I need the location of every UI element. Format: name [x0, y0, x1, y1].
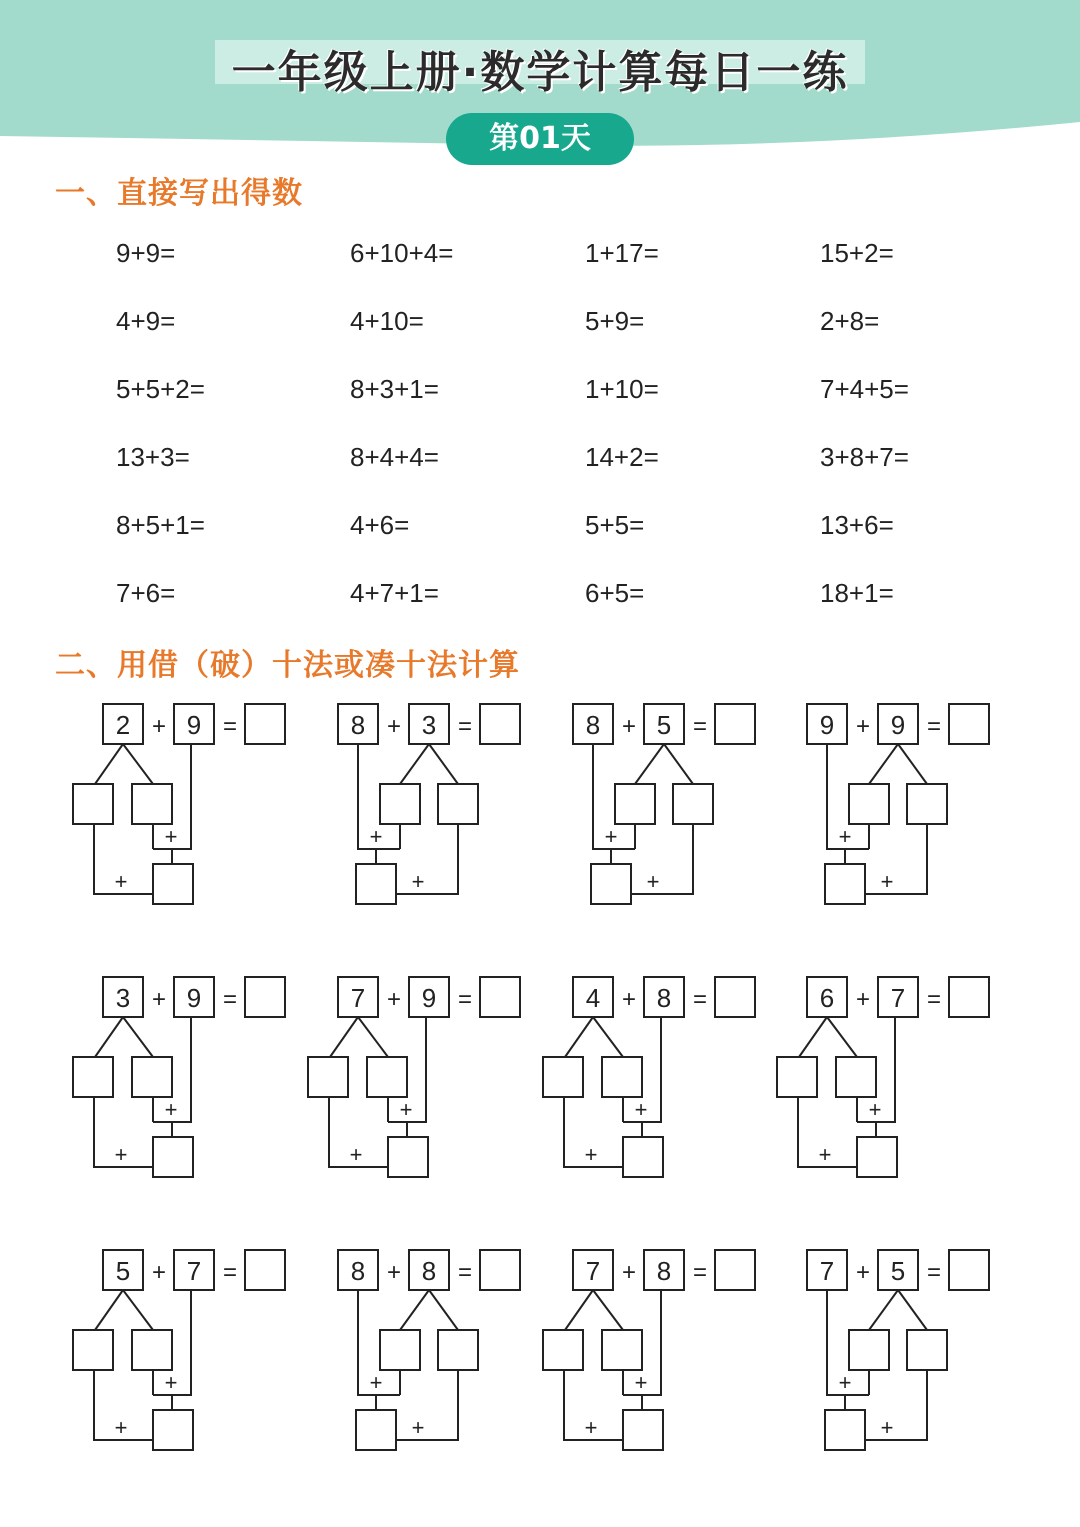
result-box: [153, 1410, 193, 1450]
split-box-left: [615, 784, 655, 824]
branch-line-left: [95, 744, 123, 784]
plus-sign: +: [584, 1142, 598, 1167]
equals-sign: =: [692, 986, 708, 1013]
equals-sign: =: [692, 713, 708, 740]
branch-line-left: [400, 1290, 429, 1330]
answer-box: [715, 977, 755, 1017]
plus-sign: +: [151, 986, 167, 1013]
problem-item: 8+4+4=: [350, 442, 439, 472]
plus-sign: +: [386, 1259, 402, 1286]
split-box-left: [543, 1057, 583, 1097]
addend-a-value: 8: [350, 710, 366, 740]
branch-line-right: [429, 744, 458, 784]
plus-sign: +: [584, 1415, 598, 1440]
problem-item: 14+2=: [585, 442, 659, 472]
problem-item: 4+9=: [116, 306, 176, 336]
answer-box: [480, 704, 520, 744]
addend-b-value: 9: [186, 983, 202, 1013]
problem-item: 7+6=: [116, 578, 176, 608]
plus-sign: +: [164, 1370, 178, 1395]
diagram-5: [73, 977, 285, 1177]
problem-item: 2+8=: [820, 306, 880, 336]
branch-line-right: [827, 1017, 857, 1057]
addend-b-value: 8: [656, 1256, 672, 1286]
plus-sign: +: [621, 713, 637, 740]
diagram-10: [338, 1250, 520, 1450]
plus-sign: +: [646, 869, 660, 894]
plus-sign: +: [114, 1142, 128, 1167]
branch-line-left: [330, 1017, 358, 1057]
addend-b-value: 5: [656, 710, 672, 740]
split-box-right: [602, 1330, 642, 1370]
result-box: [623, 1410, 663, 1450]
plus-sign: +: [634, 1370, 648, 1395]
problem-item: 7+4+5=: [820, 374, 909, 404]
result-box: [857, 1137, 897, 1177]
diagram-9: [73, 1250, 285, 1450]
problem-item: 4+6=: [350, 510, 410, 540]
result-box: [591, 864, 631, 904]
equals-sign: =: [926, 713, 942, 740]
branch-line-right: [593, 1290, 623, 1330]
answer-box: [949, 704, 989, 744]
plus-sign: +: [386, 713, 402, 740]
day-badge: 第01天: [446, 113, 634, 165]
answer-box: [245, 704, 285, 744]
plus-sign: +: [369, 1370, 383, 1395]
diagram-12: [807, 1250, 989, 1450]
problem-item: 1+17=: [585, 238, 659, 268]
diagram-7: [543, 977, 755, 1177]
plus-sign: +: [621, 986, 637, 1013]
plus-sign: +: [621, 1259, 637, 1286]
problem-item: 8+5+1=: [116, 510, 205, 540]
connector-right-split: [865, 824, 927, 894]
addend-a-value: 5: [115, 1256, 131, 1286]
plus-sign: +: [868, 1097, 882, 1122]
addend-a-value: 7: [350, 983, 366, 1013]
split-box-right: [602, 1057, 642, 1097]
problem-item: 5+5+2=: [116, 374, 205, 404]
equals-sign: =: [457, 986, 473, 1013]
addend-b-value: 7: [890, 983, 906, 1013]
plus-sign: +: [411, 1415, 425, 1440]
diagram-2: [338, 704, 520, 904]
branch-line-left: [400, 744, 429, 784]
branch-line-left: [95, 1290, 123, 1330]
addend-b-value: 9: [186, 710, 202, 740]
addend-b-value: 8: [656, 983, 672, 1013]
connector-right-split: [865, 1370, 927, 1440]
diagram-11: [543, 1250, 755, 1450]
result-box: [825, 864, 865, 904]
equals-sign: =: [692, 1259, 708, 1286]
equals-sign: =: [222, 1259, 238, 1286]
split-box-right: [907, 784, 947, 824]
addend-a-value: 3: [115, 983, 131, 1013]
result-box: [356, 864, 396, 904]
branch-line-left: [635, 744, 664, 784]
problem-item: 5+5=: [585, 510, 645, 540]
addend-b-value: 9: [890, 710, 906, 740]
plus-sign: +: [164, 1097, 178, 1122]
answer-box: [480, 977, 520, 1017]
addend-a-value: 6: [819, 983, 835, 1013]
result-box: [153, 1137, 193, 1177]
plus-sign: +: [349, 1142, 363, 1167]
answer-box: [245, 1250, 285, 1290]
branch-line-right: [664, 744, 693, 784]
result-box: [825, 1410, 865, 1450]
branch-line-left: [799, 1017, 827, 1057]
diagram-3: [573, 704, 755, 904]
branch-line-right: [429, 1290, 458, 1330]
plus-sign: +: [114, 1415, 128, 1440]
split-box-left: [777, 1057, 817, 1097]
problem-item: 15+2=: [820, 238, 894, 268]
answer-box: [949, 977, 989, 1017]
plus-sign: +: [838, 824, 852, 849]
equals-sign: =: [926, 986, 942, 1013]
split-box-right: [907, 1330, 947, 1370]
plus-sign: +: [114, 869, 128, 894]
plus-sign: +: [411, 869, 425, 894]
section1-title: 一、直接写出得数: [55, 176, 303, 211]
plus-sign: +: [386, 986, 402, 1013]
equals-sign: =: [222, 986, 238, 1013]
split-box-left: [849, 784, 889, 824]
plus-sign: +: [818, 1142, 832, 1167]
addend-b-value: 8: [421, 1256, 437, 1286]
plus-sign: +: [838, 1370, 852, 1395]
addend-b-value: 7: [186, 1256, 202, 1286]
equals-sign: =: [222, 713, 238, 740]
split-box-right: [367, 1057, 407, 1097]
diagram-4: [807, 704, 989, 904]
plus-sign: +: [855, 713, 871, 740]
section2-title: 二、用借（破）十法或凑十法计算: [55, 648, 520, 683]
branch-line-right: [123, 1017, 153, 1057]
addend-a-value: 4: [585, 983, 601, 1013]
branch-line-left: [565, 1017, 593, 1057]
split-box-right: [132, 784, 172, 824]
branch-line-left: [565, 1290, 593, 1330]
answer-box: [480, 1250, 520, 1290]
split-box-left: [849, 1330, 889, 1370]
diagram-1: [73, 704, 285, 904]
diagram-8: [777, 977, 989, 1177]
result-box: [153, 864, 193, 904]
branch-line-right: [593, 1017, 623, 1057]
addend-a-value: 7: [585, 1256, 601, 1286]
split-box-right: [438, 1330, 478, 1370]
split-box-right: [132, 1330, 172, 1370]
problem-item: 4+10=: [350, 306, 424, 336]
connector-right-split: [396, 824, 458, 894]
addend-b-value: 3: [421, 710, 437, 740]
diagram-6: [308, 977, 520, 1177]
split-box-left: [73, 784, 113, 824]
answer-box: [715, 1250, 755, 1290]
plus-sign: +: [855, 986, 871, 1013]
problem-item: 3+8+7=: [820, 442, 909, 472]
problem-item: 13+3=: [116, 442, 190, 472]
connector-right-split: [396, 1370, 458, 1440]
problem-item: 1+10=: [585, 374, 659, 404]
split-box-right: [836, 1057, 876, 1097]
branch-line-right: [358, 1017, 388, 1057]
branch-line-right: [123, 1290, 153, 1330]
problem-item: 13+6=: [820, 510, 894, 540]
equals-sign: =: [926, 1259, 942, 1286]
split-box-right: [438, 784, 478, 824]
plus-sign: +: [880, 1415, 894, 1440]
plus-sign: +: [399, 1097, 413, 1122]
plus-sign: +: [164, 824, 178, 849]
problem-item: 18+1=: [820, 578, 894, 608]
addend-a-value: 8: [585, 710, 601, 740]
problem-item: 5+9=: [585, 306, 645, 336]
plus-sign: +: [880, 869, 894, 894]
equals-sign: =: [457, 1259, 473, 1286]
answer-box: [949, 1250, 989, 1290]
branch-line-right: [898, 744, 927, 784]
branch-line-left: [869, 744, 898, 784]
addend-b-value: 9: [421, 983, 437, 1013]
problem-item: 6+5=: [585, 578, 645, 608]
branch-line-left: [95, 1017, 123, 1057]
split-box-left: [73, 1330, 113, 1370]
result-box: [356, 1410, 396, 1450]
addend-a-value: 8: [350, 1256, 366, 1286]
addend-a-value: 7: [819, 1256, 835, 1286]
split-box-right: [132, 1057, 172, 1097]
branch-line-left: [869, 1290, 898, 1330]
result-box: [388, 1137, 428, 1177]
connector-right-split: [631, 824, 693, 894]
split-box-left: [380, 1330, 420, 1370]
addend-b-value: 5: [890, 1256, 906, 1286]
page-title: 一年级上册·数学计算每日一练: [231, 47, 849, 98]
addend-a-value: 2: [115, 710, 131, 740]
plus-sign: +: [855, 1259, 871, 1286]
problem-item: 6+10+4=: [350, 238, 454, 268]
plus-sign: +: [634, 1097, 648, 1122]
split-box-left: [543, 1330, 583, 1370]
branch-line-right: [123, 744, 153, 784]
split-box-left: [308, 1057, 348, 1097]
answer-box: [715, 704, 755, 744]
problem-item: 4+7+1=: [350, 578, 439, 608]
plus-sign: +: [151, 1259, 167, 1286]
equals-sign: =: [457, 713, 473, 740]
plus-sign: +: [151, 713, 167, 740]
split-box-left: [73, 1057, 113, 1097]
result-box: [623, 1137, 663, 1177]
plus-sign: +: [369, 824, 383, 849]
problem-item: 8+3+1=: [350, 374, 439, 404]
split-box-right: [673, 784, 713, 824]
answer-box: [245, 977, 285, 1017]
split-box-left: [380, 784, 420, 824]
branch-line-right: [898, 1290, 927, 1330]
addend-a-value: 9: [819, 710, 835, 740]
plus-sign: +: [604, 824, 618, 849]
problem-item: 9+9=: [116, 238, 176, 268]
